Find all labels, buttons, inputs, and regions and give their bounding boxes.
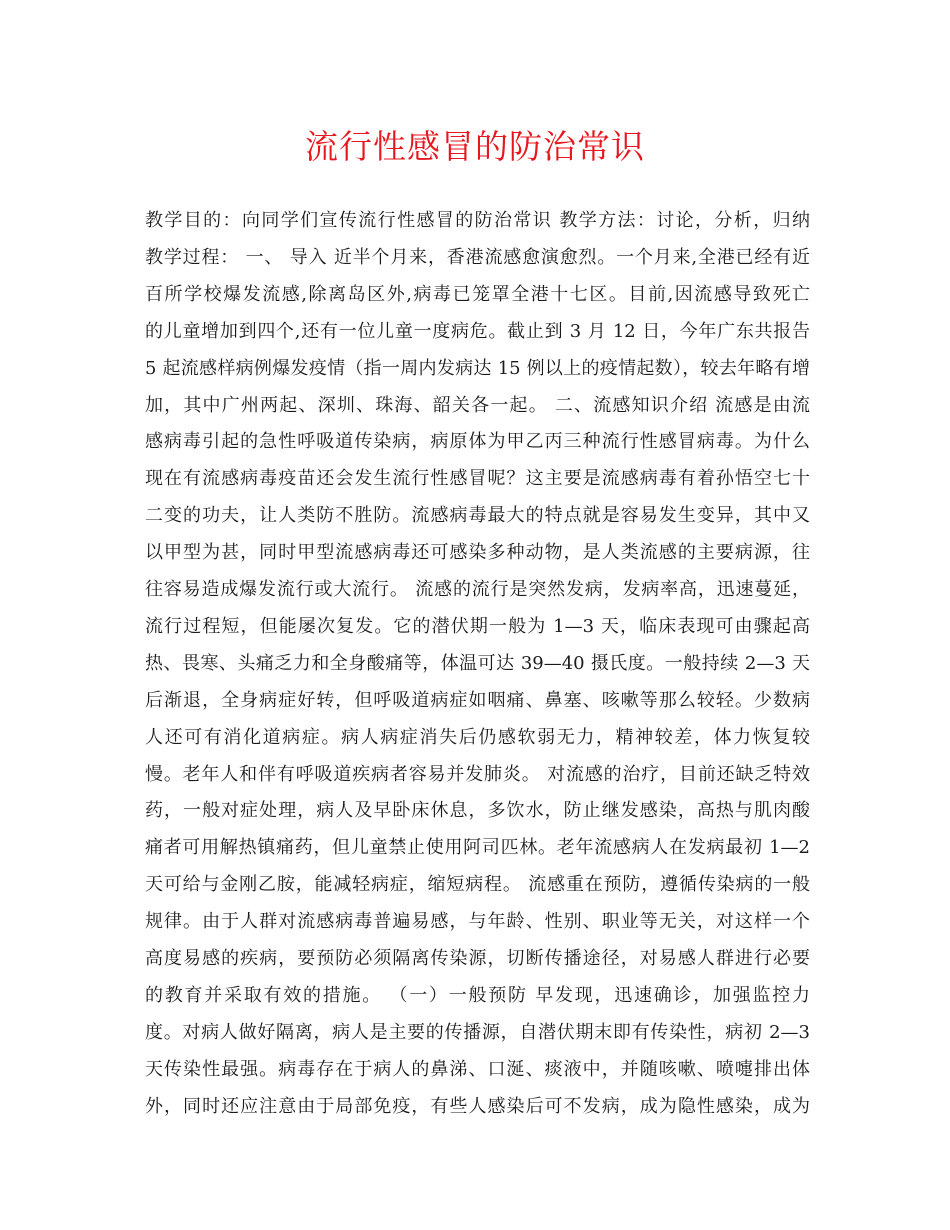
body-line: 后渐退，全身病症好转，但呼吸道病症如咽痛、鼻塞、咳嗽等那么较轻。少数病	[145, 690, 810, 711]
body-line: 度。对病人做好隔离，病人是主要的传播源，自潜伏期末即有传染性，病初 2—3	[145, 1022, 810, 1043]
body-line: 感病毒引起的急性呼吸道传染病，病原体为甲乙丙三种流行性感冒病毒。为什么	[145, 431, 810, 452]
body-line: 天可给与金刚乙胺，能减轻病症，缩短病程。 流感重在预防，遵循传染病的一般	[145, 874, 810, 895]
body-line: 5 起流感样病例爆发疫情（指一周内发病达 15 例以上的疫情起数），较去年略有增	[145, 358, 810, 379]
body-line: 热、畏寒、头痛乏力和全身酸痛等，体温可达 39—40 摄氏度。一般持续 2—3 天	[145, 653, 810, 674]
body-line: 现在有流感病毒疫苗还会发生流行性感冒呢？这主要是流感病毒有着孙悟空七十	[145, 468, 810, 489]
body-line: 的儿童增加到四个,还有一位儿童一度病危。截止到 3 月 12 日，今年广东共报告	[145, 321, 810, 342]
body-line: 往容易造成爆发流行或大流行。 流感的流行是突然发病，发病率高，迅速蔓延，	[145, 579, 810, 600]
body-line: 加，其中广州两起、深圳、珠海、韶关各一起。 二、流感知识介绍 流感是由流	[145, 395, 810, 416]
body-line: 二变的功夫，让人类防不胜防。流感病毒最大的特点就是容易发生变异，其中又	[145, 505, 810, 526]
body-line: 的教育并采取有效的措施。 （一）一般预防 早发现，迅速确诊，加强监控力	[145, 985, 810, 1006]
body-line: 流行过程短，但能屡次复发。它的潜伏期一般为 1—3 天，临床表现可由骤起高	[145, 616, 810, 637]
body-line: 天传染性最强。病毒存在于病人的鼻涕、口涎、痰液中，并随咳嗽、喷嚏排出体	[145, 1059, 810, 1080]
body-line: 规律。由于人群对流感病毒普遍易感，与年龄、性别、职业等无关，对这样一个	[145, 911, 810, 932]
body-line: 教学过程： 一、 导入 近半个月来，香港流感愈演愈烈。一个月来,全港已经有近	[145, 247, 810, 268]
body-line: 药，一般对症处理，病人及早卧床休息，多饮水，防止继发感染，高热与肌肉酸	[145, 800, 810, 821]
document-title: 流行性感冒的防治常识	[305, 127, 645, 166]
body-line: 慢。老年人和伴有呼吸道疾病者容易并发肺炎。 对流感的治疗，目前还缺乏特效	[145, 764, 810, 785]
body-line: 以甲型为甚，同时甲型流感病毒还可感染多种动物，是人类流感的主要病源，往	[145, 542, 810, 563]
body-line: 外，同时还应注意由于局部免疫，有些人感染后可不发病，成为隐性感染，成为	[145, 1096, 810, 1117]
body-line: 人还可有消化道病症。病人病症消失后仍感软弱无力，精神较差，体力恢复较	[145, 727, 810, 748]
body-line: 高度易感的疾病，要预防必须隔离传染源，切断传播途径，对易感人群进行必要	[145, 948, 810, 969]
body-line: 百所学校爆发流感,除离岛区外,病毒已笼罩全港十七区。目前,因流感导致死亡	[145, 284, 810, 305]
body-line: 痛者可用解热镇痛药，但儿童禁止使用阿司匹林。老年流感病人在发病最初 1—2	[145, 837, 810, 858]
body-line: 教学目的：向同学们宣传流行性感冒的防治常识 教学方法：讨论，分析，归纳	[145, 210, 810, 231]
